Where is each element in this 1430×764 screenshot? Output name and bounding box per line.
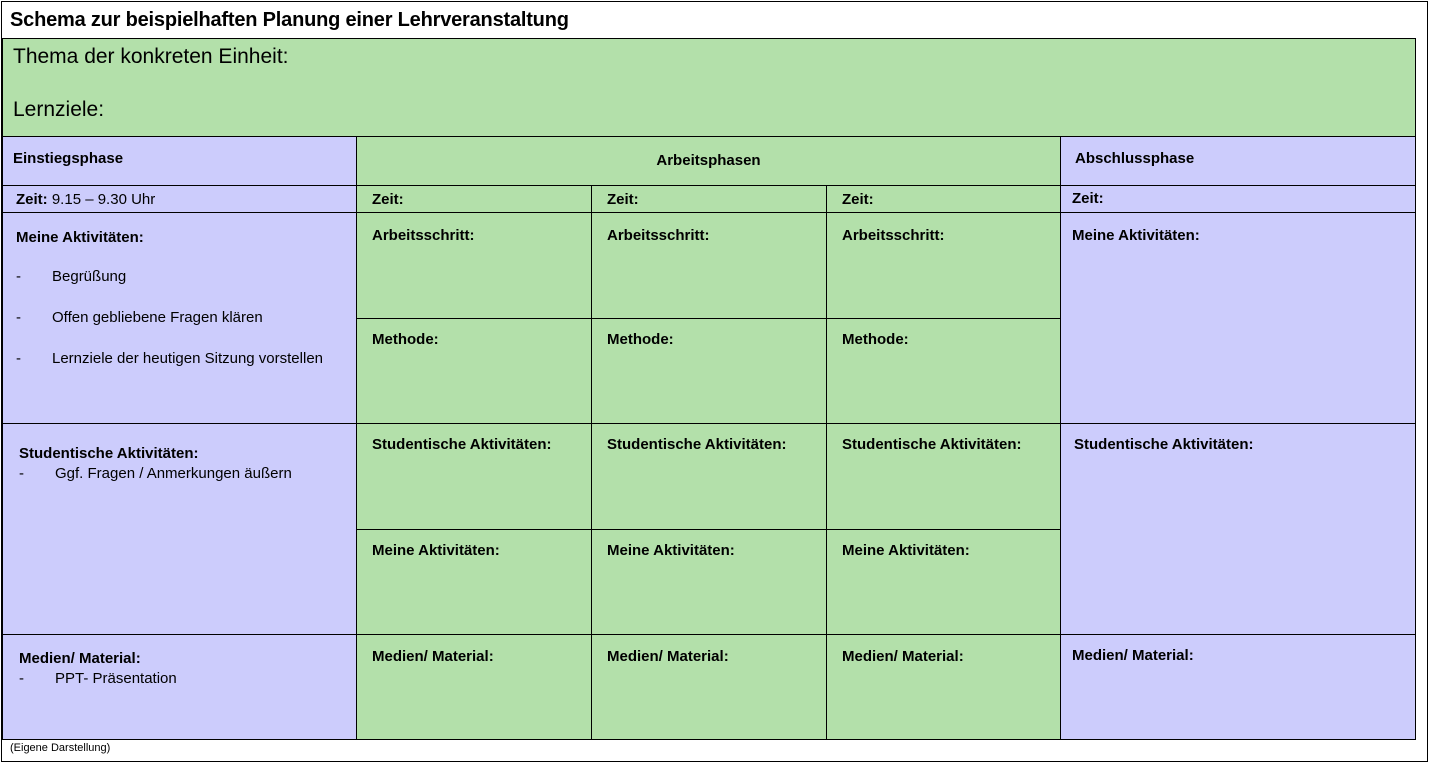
entry-phase-header [2, 136, 357, 186]
entry-time-label: Zeit: [16, 191, 48, 208]
closing-media-cell [1060, 634, 1416, 740]
entry-time [16, 191, 155, 208]
bullet-dash: - [19, 670, 24, 687]
entry-student-activities-cell [2, 423, 357, 635]
work-time-label-1: Zeit: [372, 191, 404, 208]
media-label-2: Medien/ Material: [607, 648, 729, 665]
closing-student-activities-cell [1060, 423, 1416, 635]
work-time-cell-3 [826, 185, 1061, 213]
closing-time-label: Zeit: [1072, 190, 1104, 207]
student-activities-cell-1 [356, 423, 592, 530]
entry-phase-label: Einstiegsphase [13, 150, 124, 167]
closing-student-activities-label: Studentische Aktivitäten: [1074, 436, 1254, 453]
bullet-dash: - [16, 309, 21, 326]
method-label-2: Methode: [607, 331, 674, 348]
entry-activity-item: Begrüßung [52, 268, 127, 285]
media-cell-1 [356, 634, 592, 740]
work-time-cell-2 [591, 185, 827, 213]
entry-activity-item: Offen gebliebene Fragen klären [52, 309, 263, 326]
work-step-cell-2 [591, 212, 827, 319]
work-step-label-3: Arbeitsschritt: [842, 227, 945, 244]
media-label-3: Medien/ Material: [842, 648, 964, 665]
entry-media-item: PPT- Präsentation [55, 670, 177, 687]
bullet-dash: - [16, 268, 21, 285]
entry-student-item: Ggf. Fragen / Anmerkungen äußern [55, 465, 292, 482]
closing-my-activities-cell [1060, 212, 1416, 424]
media-label-1: Medien/ Material: [372, 648, 494, 665]
bullet-dash: - [16, 350, 21, 367]
entry-time-cell [2, 185, 357, 213]
work-my-activities-cell-2 [591, 529, 827, 635]
closing-phase-label: Abschlussphase [1075, 150, 1195, 167]
work-step-label-1: Arbeitsschritt: [372, 227, 475, 244]
entry-my-activities-label: Meine Aktivitäten: [16, 229, 144, 246]
student-activities-label-3: Studentische Aktivitäten: [842, 436, 1022, 453]
entry-activity-item: Lernziele der heutigen Sitzung vorstellen [52, 350, 324, 367]
method-cell-1 [356, 318, 592, 424]
work-phases-header [356, 136, 1061, 186]
topic-goals-block [2, 38, 1416, 137]
student-activities-cell-3 [826, 423, 1061, 530]
work-time-label-2: Zeit: [607, 191, 639, 208]
work-time-label-3: Zeit: [842, 191, 874, 208]
method-cell-2 [591, 318, 827, 424]
entry-student-activities-label: Studentische Aktivitäten: [19, 445, 199, 462]
entry-my-activities-cell [2, 212, 357, 424]
entry-media-cell [2, 634, 357, 740]
work-my-activities-label-2: Meine Aktivitäten: [607, 542, 735, 559]
student-activities-cell-2 [591, 423, 827, 530]
closing-time-cell [1060, 185, 1416, 213]
work-my-activities-cell-3 [826, 529, 1061, 635]
work-my-activities-label-1: Meine Aktivitäten: [372, 542, 500, 559]
entry-media-label: Medien/ Material: [19, 650, 141, 667]
entry-time-value: 9.15 – 9.30 Uhr [51, 191, 156, 208]
closing-my-activities-label: Meine Aktivitäten: [1072, 227, 1200, 244]
bullet-dash: - [19, 465, 24, 482]
student-activities-label-1: Studentische Aktivitäten: [372, 436, 552, 453]
closing-phase-header [1060, 136, 1416, 186]
work-step-cell-3 [826, 212, 1061, 319]
work-step-cell-1 [356, 212, 592, 319]
work-time-cell-1 [356, 185, 592, 213]
student-activities-label-2: Studentische Aktivitäten: [607, 436, 787, 453]
page-title: Schema zur beispielhaften Planung einer Lehrveranstaltung [10, 9, 569, 31]
media-cell-3 [826, 634, 1061, 740]
method-label-1: Methode: [372, 331, 439, 348]
topic-label: Thema der konkreten Einheit: [13, 45, 289, 68]
media-cell-2 [591, 634, 827, 740]
work-phases-label: Arbeitsphasen [656, 152, 761, 169]
method-cell-3 [826, 318, 1061, 424]
work-my-activities-label-3: Meine Aktivitäten: [842, 542, 970, 559]
work-step-label-2: Arbeitsschritt: [607, 227, 710, 244]
source-note: (Eigene Darstellung) [10, 742, 111, 754]
work-my-activities-cell-1 [356, 529, 592, 635]
goals-label: Lernziele: [13, 98, 105, 121]
closing-media-label: Medien/ Material: [1072, 647, 1194, 664]
method-label-3: Methode: [842, 331, 909, 348]
